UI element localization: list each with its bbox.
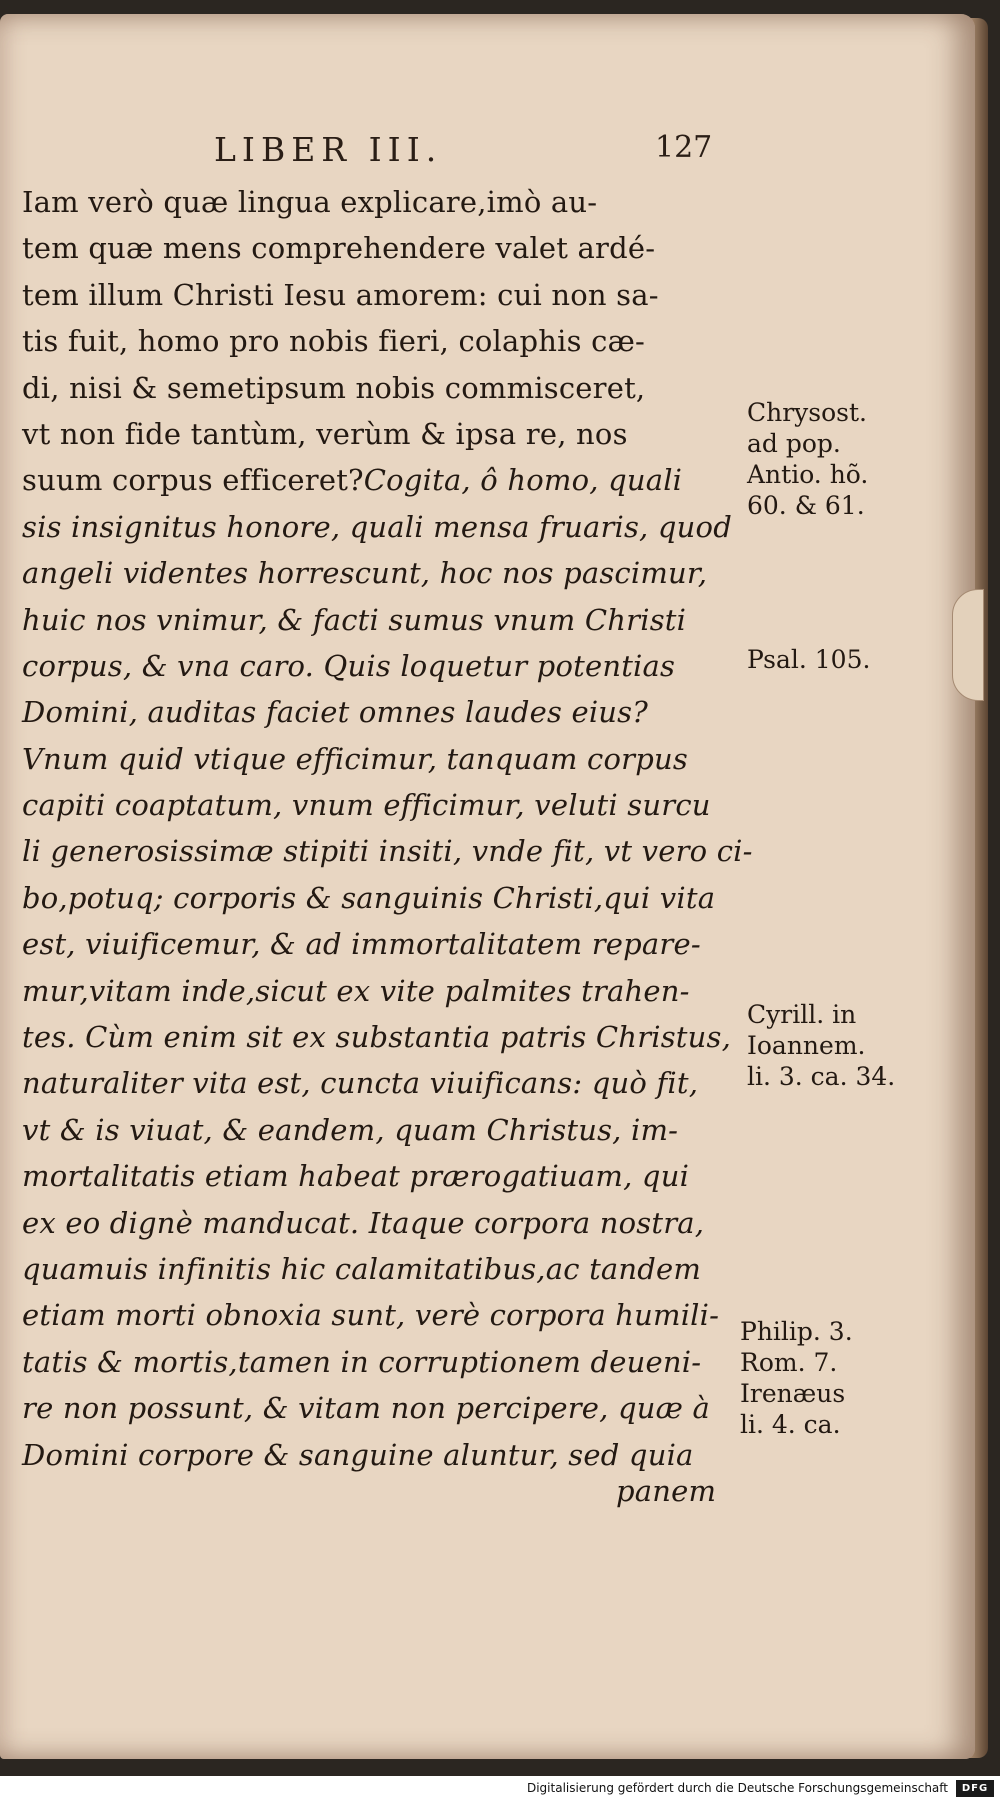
text-segment: vt & is viuat, & eandem, quam Christus, im- — [22, 1112, 679, 1147]
text-segment: capiti coaptatum, vnum efficimur, veluti surcu — [22, 788, 711, 823]
text-line — [22, 1292, 752, 1338]
text-line — [22, 1200, 752, 1246]
body-text — [22, 179, 752, 1478]
margin-note-line: Chrysost. — [747, 398, 868, 427]
text-line — [22, 365, 752, 411]
text-line — [22, 597, 752, 643]
margin-note-line: Ioannem. — [747, 1031, 866, 1060]
dfg-logo: DFG — [956, 1780, 994, 1797]
text-line — [22, 1153, 752, 1199]
text-line — [22, 225, 752, 271]
text-segment: corpus, & vna caro. Quis loquetur potentias — [22, 648, 676, 683]
book-page — [0, 14, 975, 1759]
text-segment: di, nisi & semetipsum nobis commisceret, — [22, 370, 646, 405]
text-line — [22, 1107, 752, 1153]
text-line — [22, 179, 752, 225]
margin-note-line: Psal. 105. — [747, 645, 871, 674]
page-header — [0, 130, 975, 170]
text-line — [22, 411, 752, 457]
text-line — [22, 318, 752, 364]
text-segment: Cogita, ô homo, quali — [363, 463, 683, 498]
text-segment: re non possunt, & vitam non percipere, quæ à — [22, 1391, 710, 1426]
margin-note-line: Irenæus — [740, 1379, 846, 1408]
text-line — [22, 782, 752, 828]
text-segment: tem illum Christi Iesu amorem: cui non sa- — [22, 277, 659, 312]
text-segment: sis insignitus honore, quali mensa fruaris, quod — [22, 509, 732, 544]
page-number: 127 — [655, 130, 713, 165]
page-tab-marker — [952, 589, 984, 701]
text-line — [22, 272, 752, 318]
text-line — [22, 736, 752, 782]
text-line — [22, 457, 752, 503]
text-line — [22, 921, 752, 967]
text-segment: tatis & mortis,tamen in corruptionem deueni- — [22, 1344, 702, 1379]
text-segment: huic nos vnimur, & facti sumus vnum Christi — [22, 602, 687, 637]
funding-credit: Digitalisierung gefördert durch die Deutsche Forschungsgemeinschaft — [526, 1781, 948, 1795]
margin-note-line: Philip. 3. — [740, 1317, 853, 1346]
text-segment: naturaliter vita est, cuncta viuificans: quò fit, — [22, 1066, 699, 1101]
text-segment: mortalitatis etiam habeat prærogatiuam, qui — [22, 1159, 690, 1194]
margin-note-line: li. 3. ca. 34. — [747, 1062, 896, 1091]
text-line — [22, 504, 752, 550]
margin-note-line: ad pop. — [747, 429, 841, 458]
text-segment: Domini corpore & sanguine aluntur, sed quia — [22, 1437, 694, 1472]
text-segment: quamuis infinitis hic calamitatibus,ac tandem — [22, 1251, 702, 1286]
text-segment: mur,vitam inde,sicut ex vite palmites trahen- — [22, 973, 690, 1008]
margin-note-psalm — [747, 644, 870, 675]
text-line — [22, 643, 752, 689]
text-line — [22, 1246, 752, 1292]
margin-note-philippians — [740, 1316, 853, 1440]
margin-note-line: 60. & 61. — [747, 491, 865, 520]
text-segment: ex eo dignè manducat. Itaque corpora nostra, — [22, 1205, 705, 1240]
text-segment: Vnum quid vtique efficimur, tanquam corpus — [22, 741, 688, 776]
text-segment: Domini, auditas faciet omnes laudes eius? — [22, 695, 649, 730]
running-head: LIBER III. — [214, 130, 443, 169]
digitization-footer — [0, 1776, 1000, 1803]
text-segment: tis fuit, homo pro nobis fieri, colaphis cæ- — [22, 324, 646, 359]
text-line — [22, 689, 752, 735]
text-segment: etiam morti obnoxia sunt, verè corpora humili- — [22, 1298, 720, 1333]
text-line — [22, 1060, 752, 1106]
text-line — [22, 1014, 752, 1060]
text-line — [22, 828, 752, 874]
text-segment: vt non fide tantùm, verùm & ipsa re, nos — [22, 416, 628, 451]
text-line — [22, 968, 752, 1014]
text-segment: Iam verò quæ lingua explicare,imò au- — [22, 185, 598, 219]
catchword: panem — [616, 1474, 717, 1508]
text-segment: suum corpus efficeret? — [22, 463, 364, 498]
margin-note-line: Cyrill. in — [747, 1000, 857, 1029]
text-segment: angeli videntes horrescunt, hoc nos pascimur, — [22, 556, 708, 591]
text-segment: li generosissimæ stipiti insiti, vnde fit, vt vero ci- — [22, 834, 753, 869]
text-line — [22, 875, 752, 921]
text-segment: est, viuificemur, & ad immortalitatem repare- — [22, 927, 701, 962]
text-segment: tes. Cùm enim sit ex substantia patris Christus, — [22, 1020, 732, 1055]
text-segment: tem quæ mens comprehendere valet ardé- — [22, 231, 656, 266]
margin-note-line: Rom. 7. — [740, 1348, 838, 1377]
margin-note-chrysostom — [747, 397, 868, 521]
text-segment: bo,potuq; corporis & sanguinis Christi,qui vita — [22, 880, 716, 915]
text-line — [22, 1339, 752, 1385]
text-line — [22, 1385, 752, 1431]
margin-note-cyril — [747, 999, 895, 1092]
margin-note-line: Antio. hõ. — [747, 460, 869, 489]
text-line — [22, 550, 752, 596]
margin-note-line: li. 4. ca. — [740, 1410, 841, 1439]
